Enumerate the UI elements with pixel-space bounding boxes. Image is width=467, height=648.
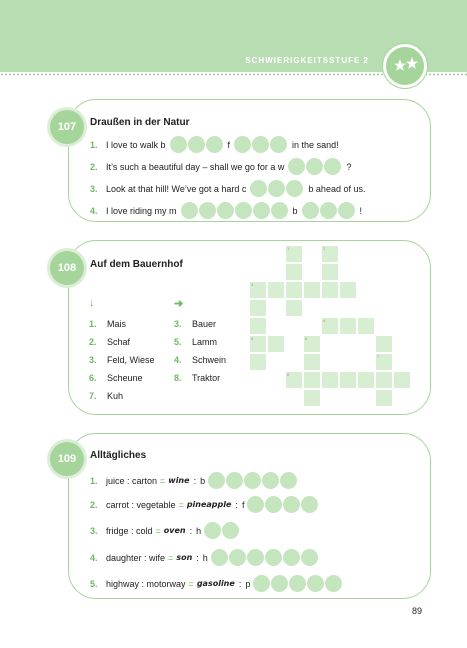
clue-item (174, 369, 226, 387)
sentence-text: It’s such a beautiful day – shall we go for a w (106, 161, 285, 172)
clue-number: 5. (174, 337, 182, 347)
crossword-cell[interactable] (249, 353, 267, 371)
letter-blank[interactable] (206, 136, 223, 153)
clue-number: 6. (89, 373, 97, 383)
cell-number: 6 (305, 336, 308, 341)
letter-blank[interactable] (244, 472, 261, 489)
crossword-cell[interactable] (285, 371, 303, 389)
equals-sign: = (160, 475, 166, 486)
across-clues-list (174, 315, 226, 387)
letter-blank[interactable] (265, 496, 282, 513)
item-number: 4. (90, 205, 98, 216)
handwritten-word: son (176, 553, 193, 562)
cell-number: 5 (251, 336, 254, 341)
exercise-title: Auf dem Bauernhof (90, 259, 183, 270)
down-clues-list (89, 315, 155, 405)
clue-text: Scheune (107, 373, 143, 383)
down-arrow-icon: ↓ (89, 297, 95, 309)
letter-blank[interactable] (208, 472, 225, 489)
exercise-title: Draußen in der Natur (90, 117, 190, 128)
letter-blank[interactable] (320, 202, 337, 219)
letter-blank[interactable] (306, 158, 323, 175)
clue-text: Schaf (107, 337, 131, 347)
difficulty-badge (383, 44, 427, 88)
crossword-cell[interactable] (285, 281, 303, 299)
clue-item (89, 369, 155, 387)
analogy-text: highway : motorway (106, 578, 186, 589)
sentence-text: in the sand! (292, 139, 339, 150)
item-number: 5. (90, 578, 98, 589)
exercise-number-badge: 109 (50, 442, 84, 476)
analogy-text: juice : carton (106, 475, 158, 486)
clue-item (174, 333, 226, 351)
clue-item (89, 333, 155, 351)
handwritten-word: oven (163, 526, 186, 535)
letter-blank[interactable] (247, 496, 264, 513)
letter-blank[interactable] (280, 472, 297, 489)
sentence-text: Look at that hill! We’ve got a hard c (106, 183, 247, 194)
letter-blank[interactable] (252, 136, 269, 153)
cell-number: 4 (323, 318, 326, 323)
equals-sign: = (168, 552, 174, 563)
crossword-cell[interactable] (357, 317, 375, 335)
letter-blank[interactable] (307, 575, 324, 592)
clue-item (89, 387, 155, 405)
letter-blank[interactable] (253, 575, 270, 592)
crossword-cell[interactable] (375, 371, 393, 389)
sentence-row (90, 202, 362, 219)
clue-number: 2. (89, 337, 97, 347)
letter-blank[interactable] (247, 549, 264, 566)
two-stars-icon (393, 55, 419, 77)
sentence-text: I love riding my m (106, 205, 177, 216)
sentence-text: I love to walk b (106, 139, 166, 150)
crossword-cell[interactable] (303, 335, 321, 353)
cell-number: 8 (287, 372, 290, 377)
letter-blank[interactable] (288, 158, 305, 175)
cell-number: 3 (251, 282, 254, 287)
sentence-row (90, 180, 365, 197)
analogy-text: carrot : vegetable (106, 499, 176, 510)
letter-blank[interactable] (325, 575, 342, 592)
crossword-cell[interactable] (357, 371, 375, 389)
letter-blank[interactable] (222, 522, 239, 539)
clue-text: Bauer (192, 319, 217, 329)
page-number: 89 (412, 606, 423, 616)
crossword-cell[interactable] (321, 245, 339, 263)
letter-blank[interactable] (211, 549, 228, 566)
item-number: 2. (90, 499, 98, 510)
clue-text: Lamm (192, 337, 218, 347)
sentence-text: ! (359, 205, 363, 216)
start-letter: h (202, 552, 208, 563)
letter-blank[interactable] (268, 180, 285, 197)
crossword-cell[interactable] (321, 281, 339, 299)
letter-blank[interactable] (229, 549, 246, 566)
equals-sign: = (155, 525, 161, 536)
sentence-text: b (292, 205, 298, 216)
letter-blank[interactable] (226, 472, 243, 489)
crossword-cell[interactable] (303, 371, 321, 389)
crossword-cell[interactable] (303, 389, 321, 407)
letter-blank[interactable] (271, 575, 288, 592)
crossword-cell[interactable] (249, 281, 267, 299)
crossword-cell[interactable] (339, 371, 357, 389)
clue-text: Mais (107, 319, 127, 329)
letter-blank[interactable] (170, 136, 187, 153)
crossword-cell[interactable] (249, 299, 267, 317)
letter-blank[interactable] (217, 202, 234, 219)
colon: : (235, 499, 238, 510)
exercise-title: Alltägliches (90, 450, 147, 461)
letter-blank[interactable] (283, 549, 300, 566)
letter-blank[interactable] (181, 202, 198, 219)
letter-blank[interactable] (301, 496, 318, 513)
clue-text: Feld, Wiese (107, 355, 155, 365)
sentence-text: b ahead of us. (308, 183, 366, 194)
equals-sign: = (178, 499, 184, 510)
cell-number: 1 (287, 246, 290, 251)
start-letter: p (245, 578, 251, 589)
colon: : (196, 552, 199, 563)
letter-blank[interactable] (283, 496, 300, 513)
exercise-number-badge: 107 (50, 110, 84, 144)
handwritten-word: pineapple (186, 500, 232, 509)
letter-blank[interactable] (271, 202, 288, 219)
crossword-cell[interactable] (303, 353, 321, 371)
letter-blank[interactable] (253, 202, 270, 219)
start-letter: h (196, 525, 202, 536)
crossword-cell[interactable] (375, 335, 393, 353)
letter-blank[interactable] (289, 575, 306, 592)
clue-item (174, 315, 226, 333)
letter-blank[interactable] (234, 136, 251, 153)
analogy-row (90, 575, 343, 592)
clue-text: Kuh (107, 391, 124, 401)
item-number: 2. (90, 161, 98, 172)
clue-item (174, 351, 226, 369)
letter-blank[interactable] (302, 202, 319, 219)
item-number: 1. (90, 475, 98, 486)
crossword-cell[interactable] (321, 263, 339, 281)
letter-blank[interactable] (204, 522, 221, 539)
colon: : (193, 475, 197, 486)
crossword-cell[interactable] (249, 335, 267, 353)
colon: : (189, 525, 193, 536)
sentence-text: f (227, 139, 231, 150)
equals-sign: = (188, 578, 194, 589)
crossword-cell[interactable] (375, 353, 393, 371)
across-arrow-icon: ➜ (174, 298, 184, 310)
start-letter: f (241, 499, 245, 510)
crossword-cell[interactable] (303, 281, 321, 299)
sentence-row (90, 136, 339, 153)
letter-blank[interactable] (199, 202, 216, 219)
crossword-cell[interactable] (321, 317, 339, 335)
letter-blank[interactable] (262, 472, 279, 489)
clue-item (89, 315, 155, 333)
clue-item (89, 351, 155, 369)
colon: : (238, 578, 242, 589)
clue-number: 4. (174, 355, 182, 365)
analogy-row (90, 472, 298, 489)
cell-number: 2 (323, 246, 326, 251)
start-letter: b (200, 475, 206, 486)
crossword-cell[interactable] (393, 371, 411, 389)
letter-blank[interactable] (250, 180, 267, 197)
crossword-cell[interactable] (339, 281, 357, 299)
sentence-row (90, 158, 351, 175)
clue-number: 7. (89, 391, 97, 401)
letter-blank[interactable] (265, 549, 282, 566)
clue-number: 8. (174, 373, 182, 383)
clue-number: 3. (89, 355, 97, 365)
crossword-cell[interactable] (285, 299, 303, 317)
crossword-cell[interactable] (285, 245, 303, 263)
analogy-row (90, 549, 319, 566)
letter-blank[interactable] (286, 180, 303, 197)
analogy-text: daughter : wife (106, 552, 166, 563)
item-number: 4. (90, 552, 98, 563)
crossword-cell[interactable] (267, 335, 285, 353)
letter-blank[interactable] (270, 136, 287, 153)
crossword-cell[interactable] (375, 389, 393, 407)
letter-blank[interactable] (235, 202, 252, 219)
cell-number: 7 (377, 354, 380, 359)
clue-number: 1. (89, 319, 97, 329)
letter-blank[interactable] (324, 158, 341, 175)
sentence-text: ? (346, 161, 352, 172)
crossword-cell[interactable] (285, 263, 303, 281)
item-number: 3. (90, 525, 98, 536)
item-number: 1. (90, 139, 98, 150)
exercise-number-badge: 108 (50, 251, 84, 285)
analogy-text: fridge : cold (106, 525, 153, 536)
analogy-row (90, 522, 240, 539)
crossword-cell[interactable] (321, 371, 339, 389)
crossword-cell[interactable] (267, 281, 285, 299)
letter-blank[interactable] (188, 136, 205, 153)
difficulty-level-label: SCHWIERIGKEITSSTUFE 2 (245, 56, 369, 65)
crossword-cell[interactable] (249, 317, 267, 335)
letter-blank[interactable] (301, 549, 318, 566)
handwritten-word: gasoline (196, 579, 235, 588)
analogy-row (90, 496, 319, 513)
clue-number: 3. (174, 319, 182, 329)
letter-blank[interactable] (338, 202, 355, 219)
clue-text: Traktor (192, 373, 221, 383)
clue-text: Schwein (192, 355, 227, 365)
handwritten-word: wine (168, 476, 190, 485)
crossword-cell[interactable] (339, 317, 357, 335)
item-number: 3. (90, 183, 98, 194)
